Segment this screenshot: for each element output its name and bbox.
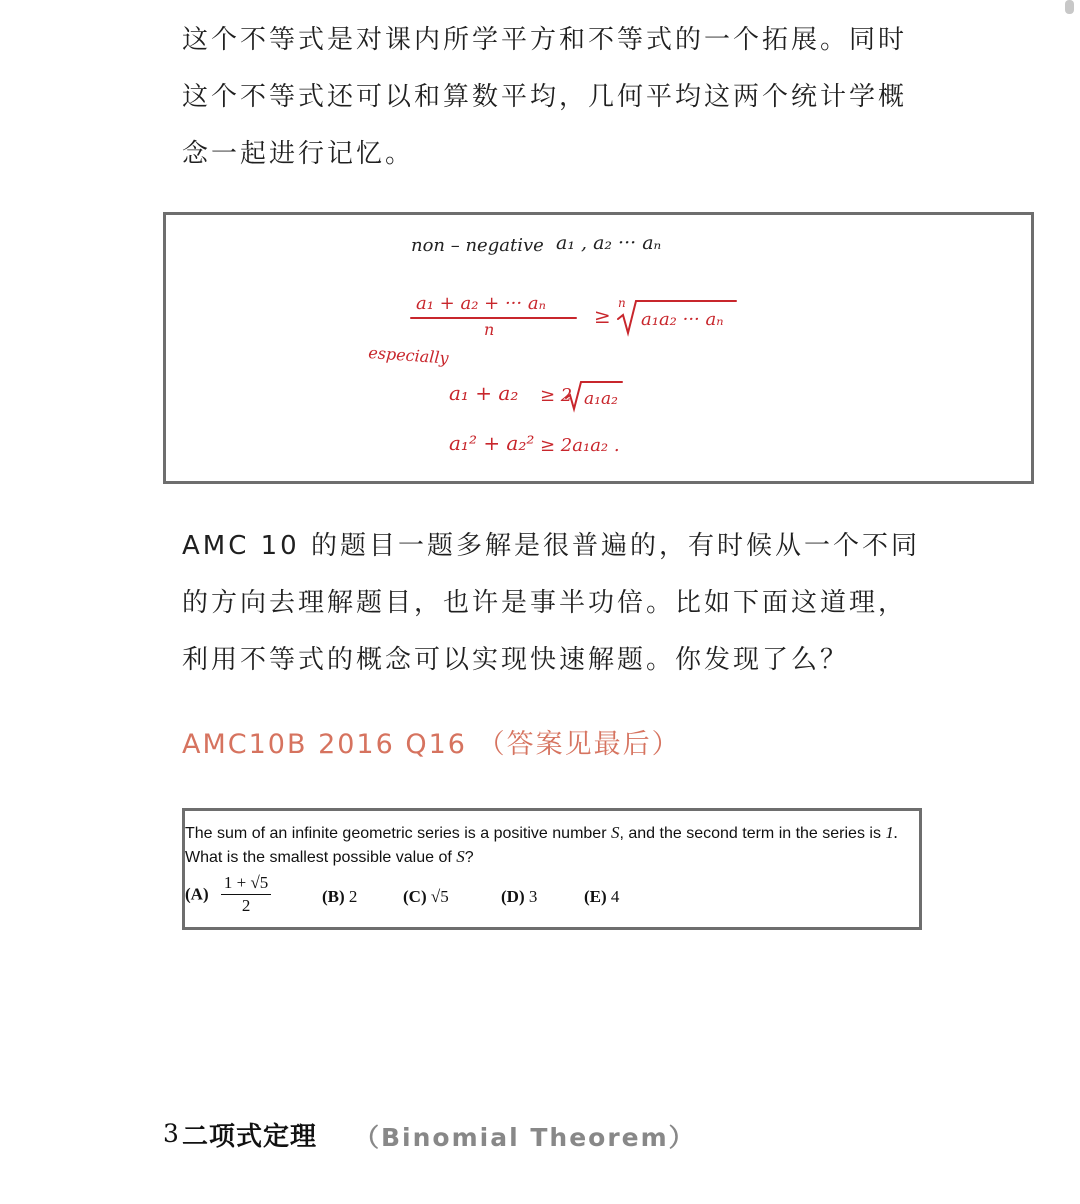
choice-a-denominator: 2 bbox=[241, 896, 251, 915]
choice-a bbox=[185, 873, 271, 921]
choice-c bbox=[403, 873, 449, 921]
choice-b-value: 2 bbox=[348, 887, 358, 906]
general-denominator: n bbox=[484, 320, 495, 339]
choice-e bbox=[584, 873, 619, 921]
variables-list: a₁ , a₂ ··· aₙ bbox=[556, 232, 662, 254]
problem-text-start: The sum of an infinite geometric series is a positive number bbox=[185, 825, 607, 842]
variable-s-2: S bbox=[456, 847, 465, 866]
especially-note: especially bbox=[367, 343, 450, 368]
question-mark: ? bbox=[464, 849, 474, 866]
case1-lhs: a₁ + a₂ bbox=[449, 381, 519, 405]
case2-lhs: a₁² + a₂² bbox=[449, 431, 535, 455]
case2-rhs: ≥ 2a₁a₂ . bbox=[540, 435, 620, 456]
problem-question: What is the smallest possible value of bbox=[185, 849, 452, 866]
choice-e-label: (E) bbox=[584, 887, 607, 906]
variable-s: S bbox=[610, 823, 620, 842]
choice-a-fraction bbox=[221, 873, 271, 916]
inequality-svg bbox=[166, 215, 1031, 481]
choice-d-value: 3 bbox=[528, 887, 538, 906]
choice-a-numerator: 1 + √5 bbox=[221, 873, 271, 895]
section-number: 3 bbox=[163, 1119, 179, 1148]
general-radicand: a₁a₂ ··· aₙ bbox=[641, 309, 724, 330]
choice-b bbox=[322, 873, 357, 921]
choice-b-label: (B) bbox=[322, 887, 345, 906]
case1-radicand: a₁a₂ bbox=[584, 389, 618, 409]
problem-heading: AMC10B 2016 Q16 （答案见最后） bbox=[182, 729, 681, 760]
choice-e-value: 4 bbox=[610, 887, 620, 906]
term-value: 1. bbox=[885, 823, 899, 842]
amc-problem-figure bbox=[182, 808, 922, 930]
choice-d bbox=[501, 873, 537, 921]
general-numerator: a₁ + a₂ + ··· aₙ bbox=[416, 293, 546, 314]
choice-c-label: (C) bbox=[403, 887, 427, 906]
choice-d-label: (D) bbox=[501, 887, 525, 906]
case1-rhs: ≥ 2 bbox=[540, 385, 573, 406]
scrollbar[interactable] bbox=[1065, 0, 1074, 14]
choice-c-value: √5 bbox=[430, 887, 449, 906]
section-title: 二项式定理 bbox=[182, 1122, 318, 1152]
method-paragraph: AMC 10 的题目一题多解是很普遍的，有时候从一个不同的方向去理解题目，也许是事半功倍。比如下面这道理，利用不等式的概念可以实现快速解题。你发现了么？ bbox=[182, 531, 920, 675]
intro-paragraph: 这个不等式是对课内所学平方和不等式的一个拓展。同时这个不等式还可以和算数平均，几何平均这两个统计学概念一起进行记忆。 bbox=[182, 25, 908, 169]
choice-a-label: (A) bbox=[185, 884, 209, 904]
problem-statement bbox=[185, 821, 915, 869]
problem-text-mid: , and the second term in the series is bbox=[619, 825, 881, 842]
nonnegative-label: non – negative bbox=[411, 235, 544, 256]
section-subtitle: （Binomial Theorem） bbox=[354, 1123, 696, 1152]
general-root-index: n bbox=[618, 296, 626, 310]
general-relation: ≥ bbox=[594, 304, 611, 328]
handwritten-inequality-figure bbox=[163, 212, 1034, 484]
